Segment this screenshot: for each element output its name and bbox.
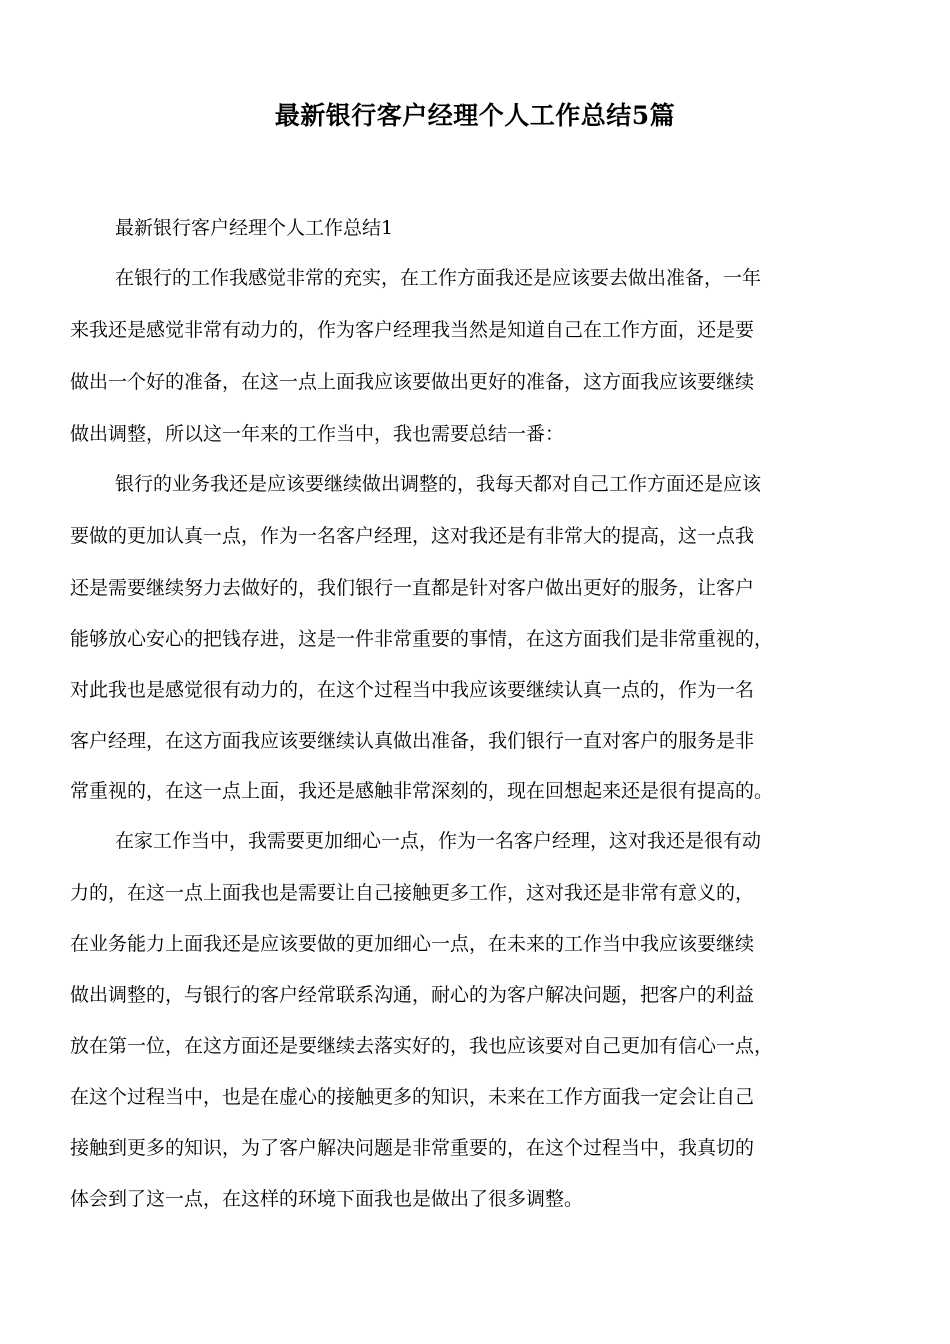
paragraph-line: 来我还是感觉非常有动力的，作为客户经理我当然是知道自己在工作方面，还是要 (70, 319, 755, 341)
document-title: 最新银行客户经理个人工作总结5篇 (274, 101, 676, 130)
paragraph-line: 体会到了这一点，在这样的环境下面我也是做出了很多调整。 (70, 1188, 584, 1210)
paragraph-line: 做出调整的，与银行的客户经常联系沟通，耐心的为客户解决问题，把客户的利益 (70, 984, 755, 1006)
paragraph-line: 在业务能力上面我还是应该要做的更加细心一点，在未来的工作当中我应该要继续 (70, 933, 755, 955)
paragraph-line: 做出一个好的准备，在这一点上面我应该要做出更好的准备，这方面我应该要继续 (70, 371, 755, 393)
paragraph-line: 要做的更加认真一点，作为一名客户经理，这对我还是有非常大的提高，这一点我 (70, 525, 755, 547)
paragraph-line: 银行的业务我还是应该要继续做出调整的，我每天都对自己工作方面还是应该 (115, 473, 762, 495)
paragraph-line: 接触到更多的知识，为了客户解决问题是非常重要的，在这个过程当中，我真切的 (70, 1137, 755, 1159)
paragraph-line: 还是需要继续努力去做好的，我们银行一直都是针对客户做出更好的服务，让客户 (70, 577, 755, 599)
paragraph-line: 能够放心安心的把钱存进，这是一件非常重要的事情，在这方面我们是非常重视的， (70, 628, 774, 650)
paragraph-line: 对此我也是感觉很有动力的，在这个过程当中我应该要继续认真一点的，作为一名 (70, 679, 755, 701)
paragraph-line: 常重视的，在这一点上面，我还是感触非常深刻的，现在回想起来还是很有提高的。 (70, 780, 774, 802)
paragraph-line: 力的，在这一点上面我也是需要让自己接触更多工作，这对我还是非常有意义的， (70, 882, 755, 904)
paragraph-line: 在这个过程当中，也是在虚心的接触更多的知识，未来在工作方面我一定会让自己 (70, 1086, 755, 1108)
paragraph-line: 在家工作当中，我需要更加细心一点，作为一名客户经理，这对我还是很有动 (115, 830, 762, 852)
section-heading: 最新银行客户经理个人工作总结1 (115, 217, 394, 239)
paragraph-line: 放在第一位，在这方面还是要继续去落实好的，我也应该要对自己更加有信心一点， (70, 1035, 774, 1057)
paragraph-line: 客户经理，在这方面我应该要继续认真做出准备，我们银行一直对客户的服务是非 (70, 730, 755, 752)
paragraph-line: 做出调整，所以这一年来的工作当中，我也需要总结一番： (70, 423, 565, 445)
paragraph-line: 在银行的工作我感觉非常的充实，在工作方面我还是应该要去做出准备，一年 (115, 267, 762, 289)
